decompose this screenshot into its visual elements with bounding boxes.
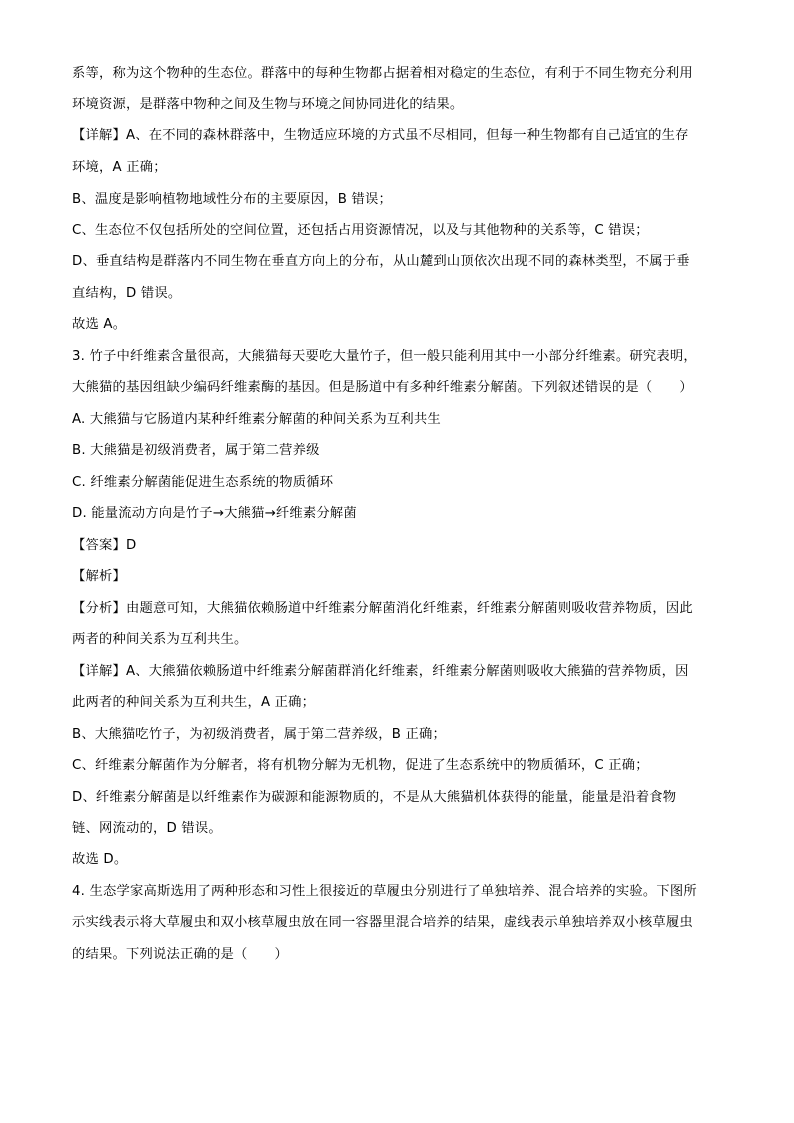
option-d: D. 能量流动方向是竹子→大熊猫→纤维素分解菌	[72, 506, 357, 521]
text-line: 故选 D。	[72, 852, 128, 867]
text-line: C、纤维素分解菌作为分解者，将有机物分解为无机物，促进了生态系统中的物质循环，C 正确；	[72, 758, 649, 773]
text-line: D、垂直结构是群落内不同生物在垂直方向上的分布，从山麓到山顶依次出现不同的森林类型，不属于垂	[72, 254, 690, 269]
text-line: 链、网流动的，D 错误。	[72, 821, 222, 836]
text-line: 【分析】由题意可知，大熊猫依赖肠道中纤维素分解菌消化纤维素，纤维素分解菌则吸收营养物质，因此	[72, 601, 693, 616]
text-line: 直结构，D 错误。	[72, 286, 182, 301]
analysis-label: 【解析】	[72, 569, 126, 584]
text-line: 系等，称为这个物种的生态位。群落中的每种生物都占据着相对稳定的生态位，有利于不同生物充分利用	[72, 66, 693, 81]
text-line: 此两者的种间关系为互利共生，A 正确；	[72, 695, 316, 710]
question-3-stem: 3. 竹子中纤维素含量很高，大熊猫每天要吃大量竹子，但一般只能利用其中一小部分纤维素。研究表明，	[72, 349, 697, 364]
text-line: B、大熊猫吃竹子，为初级消费者，属于第二营养级，B 正确；	[72, 727, 446, 742]
question-4-stem: 4. 生态学家高斯选用了两种形态和习性上很接近的草履虫分别进行了单独培养、混合培养的实验。下图所	[72, 884, 697, 899]
text-line: 两者的种间关系为互利共生。	[72, 632, 248, 647]
text-line: D、纤维素分解菌是以纤维素作为碳源和能源物质的，不是从大熊猫机体获得的能量，能量是沿着食物	[72, 790, 677, 805]
answer-label: 【答案】D	[72, 538, 137, 553]
text-line: 故选 A。	[72, 317, 127, 332]
question-4-stem: 的结果。下列说法正确的是（ ）	[72, 947, 288, 962]
text-line: C、生态位不仅包括所处的空间位置，还包括占用资源情况，以及与其他物种的关系等，C 错误；	[72, 223, 649, 238]
text-line: 【详解】A、在不同的森林群落中，生物适应环境的方式虽不尽相同，但每一种生物都有自己适宜的生存	[72, 128, 689, 143]
text-line: 环境，A 正确；	[72, 160, 167, 175]
option-a: A. 大熊猫与它肠道内某种纤维素分解菌的种间关系为互利共生	[72, 412, 441, 427]
option-b: B. 大熊猫是初级消费者，属于第二营养级	[72, 443, 320, 458]
question-4-stem: 示实线表示将大草履虫和双小核草履虫放在同一容器里混合培养的结果，虚线表示单独培养双小核草履虫	[72, 915, 693, 930]
option-c: C. 纤维素分解菌能促进生态系统的物质循环	[72, 475, 334, 490]
question-3-stem: 大熊猫的基因组缺少编码纤维素酶的基因。但是肠道中有多种纤维素分解菌。下列叙述错误的是（ ）	[72, 380, 693, 395]
text-line: 【详解】A、大熊猫依赖肠道中纤维素分解菌群消化纤维素，纤维素分解菌则吸收大熊猫的营养物质，因	[72, 664, 689, 679]
text-line: B、温度是影响植物地域性分布的主要原因，B 错误；	[72, 192, 393, 207]
text-line: 环境资源，是群落中物种之间及生物与环境之间协同进化的结果。	[72, 97, 464, 112]
